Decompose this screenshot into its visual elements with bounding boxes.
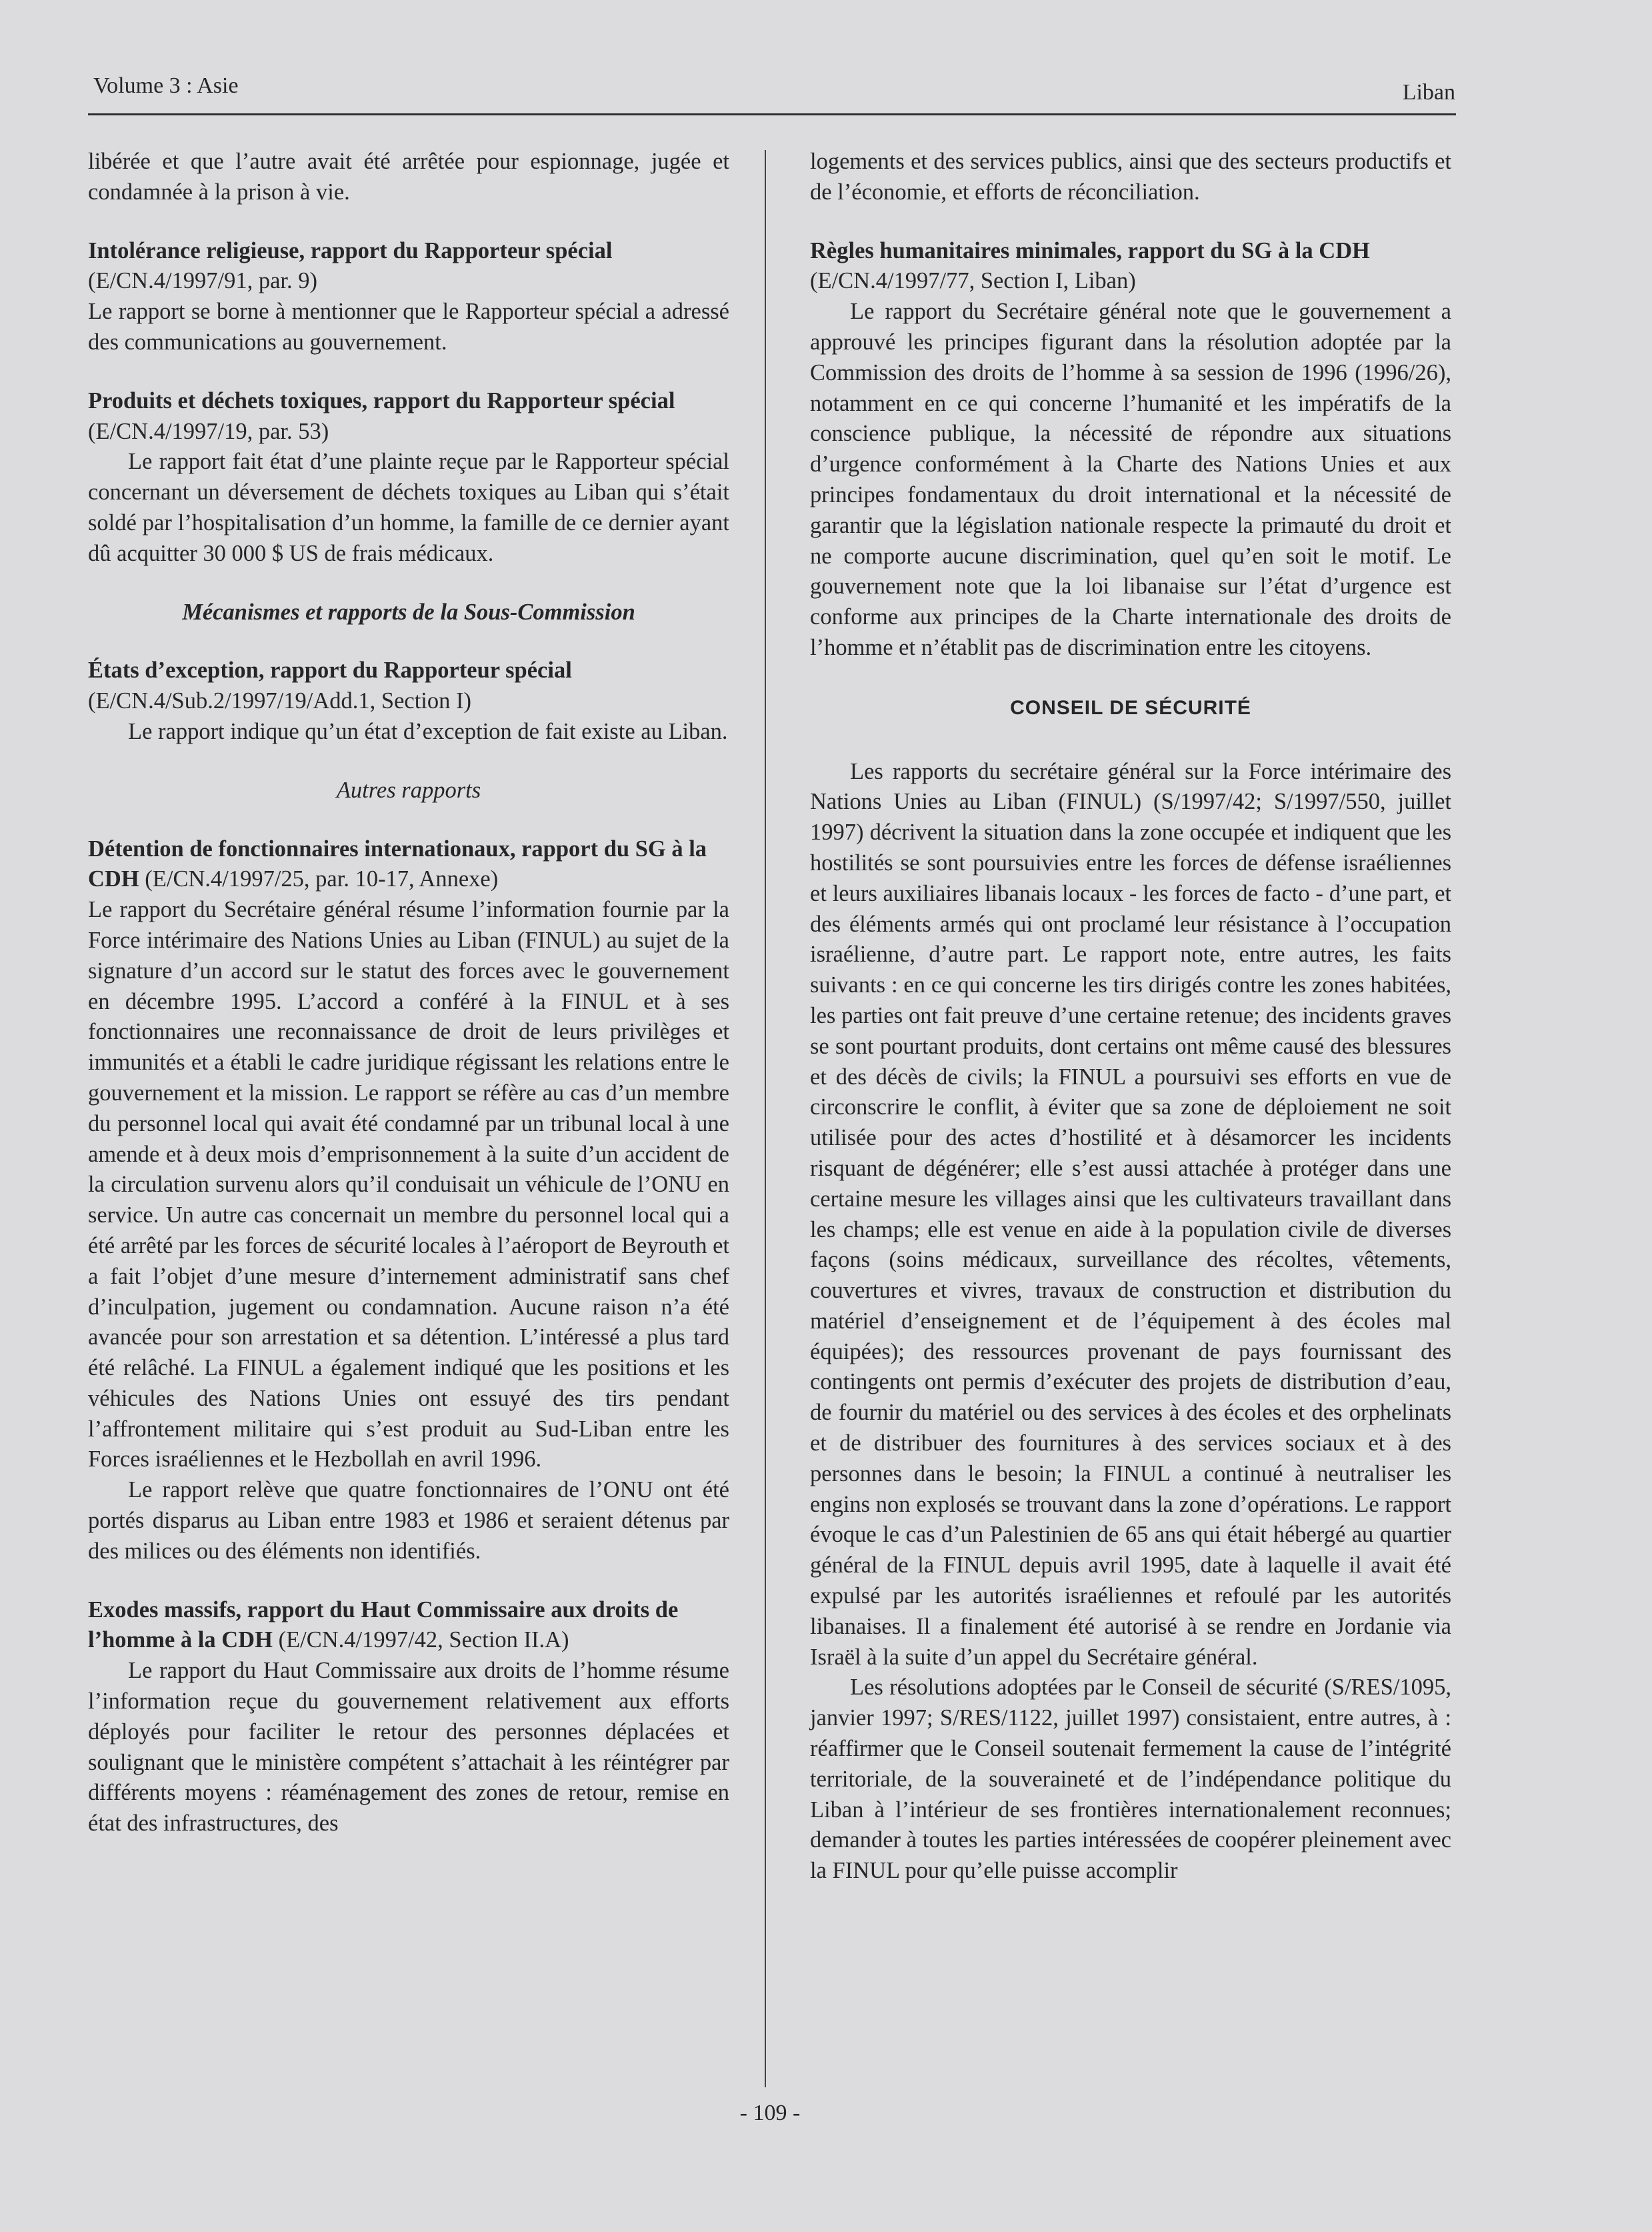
section-heading-humanitarian-rules	[810, 236, 1451, 297]
heading-reference: (E/CN.4/1997/91, par. 9)	[88, 268, 318, 294]
heading-title: Règles humanitaires minimales, rapport du SG à la CDH	[810, 237, 1370, 263]
page-number: - 109 -	[739, 2101, 801, 2125]
heading-reference: (E/CN.4/1997/42, Section II.A)	[272, 1627, 569, 1653]
heading-reference: (E/CN.4/1997/25, par. 10-17, Annexe)	[139, 866, 499, 892]
heading-title: États d’exception, rapport du Rapporteur spécial	[88, 658, 572, 684]
body-paragraph: Le rapport relève que quatre fonctionnaires de l’ONU ont été portés disparus au Liban entre 1983 et 1986 et seraient détenus par des milices ou des éléments non identifiés.	[88, 1477, 729, 1564]
heading-title: Intolérance religieuse, rapport du Rapporteur spécial	[88, 237, 613, 263]
right-column	[810, 147, 1451, 1887]
body-paragraph: Le rapport du Secrétaire général note que le gouvernement a approuvé les principes figurant dans la résolution adoptée par la Commission des droits de l’homme à sa session de 1996 (1996/26), notamment en ce qui concerne l’humanité et les impératifs de la conscience publique, la nécessité de répondre aux situations d’urgence conformément à la Charte des Nations Unies et aux principes fondamentaux du droit international et la nécessité de garantir que la législation nationale respecte la primauté du droit et ne comporte aucune discrimination, quel qu’en soit le motif. Le gouvernement note que la loi libanaise sur l’état d’urgence est conforme aux principes de la Charte internationale des droits de l’homme et n’établit pas de discrimination entre les citoyens.	[810, 299, 1451, 660]
continued-paragraph: libérée et que l’autre avait été arrêtée pour espionnage, jugée et condamnée à la prison à vie.	[88, 149, 729, 205]
section-heading-mass-exodus	[88, 1595, 729, 1656]
heading-title: Produits et déchets toxiques, rapport du Rapporteur spécial	[88, 387, 675, 413]
running-header-country: Liban	[1402, 80, 1455, 105]
section-heading-states-of-exception	[88, 656, 729, 717]
body-paragraph: Les résolutions adoptées par le Conseil de sécurité (S/RES/1095, janvier 1997; S/RES/1122, juillet 1997) consistaient, entre autres, à : réaffirmer que le Conseil soutenait fermement la cause de l’intégrité territoriale, de la souveraineté et de l’indépendance politique du Liban à l’intérieur de ses frontières internationalement reconnues; demander à toutes les parties intéressées de coopérer pleinement avec la FINUL pour qu’elle puisse accomplir	[810, 1675, 1451, 1884]
heading-reference: (E/CN.4/1997/77, Section I, Liban)	[810, 268, 1136, 294]
body-paragraph: Le rapport du Haut Commissaire aux droits de l’homme résume l’information reçue du gouvernement relativement aux efforts déployés pour faciliter le retour des personnes déplacées et soulignant que le ministère compétent s’attachait à les réintégrer par différents moyens : réaménagement des zones de retour, remise en état des infrastructures, des	[88, 1658, 729, 1837]
section-heading-intolerance	[88, 236, 729, 297]
section-title-security-council: CONSEIL DE SÉCURITÉ	[1010, 696, 1251, 719]
column-divider	[765, 150, 766, 2087]
continued-paragraph: logements et des services publics, ainsi que des secteurs productifs et de l’économie, et efforts de réconciliation.	[810, 149, 1451, 205]
body-paragraph: Les rapports du secrétaire général sur la Force intérimaire des Nations Unies au Liban (FINUL) (S/1997/42; S/1997/550, juillet 1997) décrivent la situation dans la zone occupée et indiquent que les hostilités se sont poursuivies entre les forces de défense israéliennes et leurs auxiliaires libanais locaux - les forces de facto - d’une part, et des éléments armés qui ont proclamé leur résistance à l’occupation israélienne, d’autre part. Le rapport note, entre autres, les faits suivants : en ce qui concerne les tirs dirigés contre les zones habitées, les parties ont fait preuve d’une certaine retenue; des incidents graves se sont pourtant produits, dont certains ont même causé des blessures et des décès de civils; la FINUL a poursuivi ses efforts en vue de circonscrire le conflit, à éviter que sa zone de déploiement ne soit utilisée pour des actes d’hostilité et à désamorcer les incidents risquant de dégénérer; elle s’est aussi attachée à protéger dans une certaine mesure les villages ainsi que les cultivateurs travaillant dans les champs; elle est venue en aide à la population civile de diverses façons (soins médicaux, surveillance des récoltes, vêtements, couvertures et vivres, travaux de construction et distribution du matériel d’enseignement et de l’équipement à des écoles mal équipées); des ressources provenant de pays fournissant des contingents ont permis d’exécuter des projets de distribution d’eau, de fournir du matériel ou des services à des écoles et des orphelinats et de distribuer des fournitures à des services sociaux et à des personnes dans le besoin; la FINUL a continué à neutraliser les engins non explosés se trouvant dans la zone d’opérations. Le rapport évoque le cas d’un Palestinien de 65 ans qui était hébergé au quartier général de la FINUL depuis avril 1995, date à laquelle il avait été expulsé par les autorités israéliennes et refoulé par les autorités libanaises. Il a finalement été autorisé à se rendre en Jordanie via Israël à la suite d’un appel du Secrétaire général.	[810, 758, 1451, 1670]
heading-title: Détention de fonctionnaires internationaux, rapport du SG à la CDH	[88, 836, 707, 892]
section-heading-toxic-waste	[88, 386, 729, 447]
heading-reference: (E/CN.4/1997/19, par. 53)	[88, 418, 329, 444]
left-column	[88, 147, 729, 1839]
body-paragraph: Le rapport se borne à mentionner que le Rapporteur spécial a adressé des communications au gouvernement.	[88, 299, 729, 355]
body-paragraph: Le rapport fait état d’une plainte reçue par le Rapporteur spécial concernant un déversement de déchets toxiques au Liban qui s’était soldé par l’hospitalisation d’un homme, la famille de ce dernier ayant dû acquitter 30 000 $ US de frais médicaux.	[88, 449, 729, 566]
heading-reference: (E/CN.4/Sub.2/1997/19/Add.1, Section I)	[88, 688, 471, 714]
section-heading-detention	[88, 834, 729, 896]
body-paragraph: Le rapport du Secrétaire général résume l’information fournie par la Force intérimaire des Nations Unies au Liban (FINUL) au sujet de la signature d’un accord sur le statut des forces avec le gouvernement en décembre 1995. L’accord a conféré à la FINUL et à ses fonctionnaires une reconnaissance de droit de leurs privilèges et immunités et a établi le cadre juridique régissant les relations entre le gouvernement et la mission. Le rapport se réfère au cas d’un membre du personnel local qui avait été condamné par un tribunal local à une amende et à deux mois d’emprisonnement à la suite d’un accident de la circulation survenu alors qu’il conduisait un véhicule de l’ONU en service. Un autre cas concernait un membre du personnel local qui a été arrêté par les forces de sécurité locales à l’aéroport de Beyrouth et a fait l’objet d’une mesure d’internement administratif sans chef d’inculpation, jugement ou condamnation. Aucune raison n’a été avancée pour son arrestation et sa détention. L’intéressé a plus tard été relâché. La FINUL a également indiqué que les positions et les véhicules des Nations Unies ont essuyé des tirs pendant l’affrontement militaire qui s’est produit au Sud-Liban entre les Forces israéliennes et le Hezbollah en avril 1996.	[88, 897, 729, 1472]
heading-title: Exodes massifs, rapport du Haut Commissaire aux droits de l’homme à la CDH	[88, 1596, 679, 1653]
header-rule	[88, 113, 1456, 115]
running-header-volume: Volume 3 : Asie	[93, 73, 239, 98]
subsection-title-other-reports: Autres rapports	[336, 777, 481, 803]
body-paragraph: Le rapport indique qu’un état d’exception de fait existe au Liban.	[128, 718, 728, 744]
subsection-title-subcommission: Mécanismes et rapports de la Sous-Commission	[182, 599, 635, 625]
